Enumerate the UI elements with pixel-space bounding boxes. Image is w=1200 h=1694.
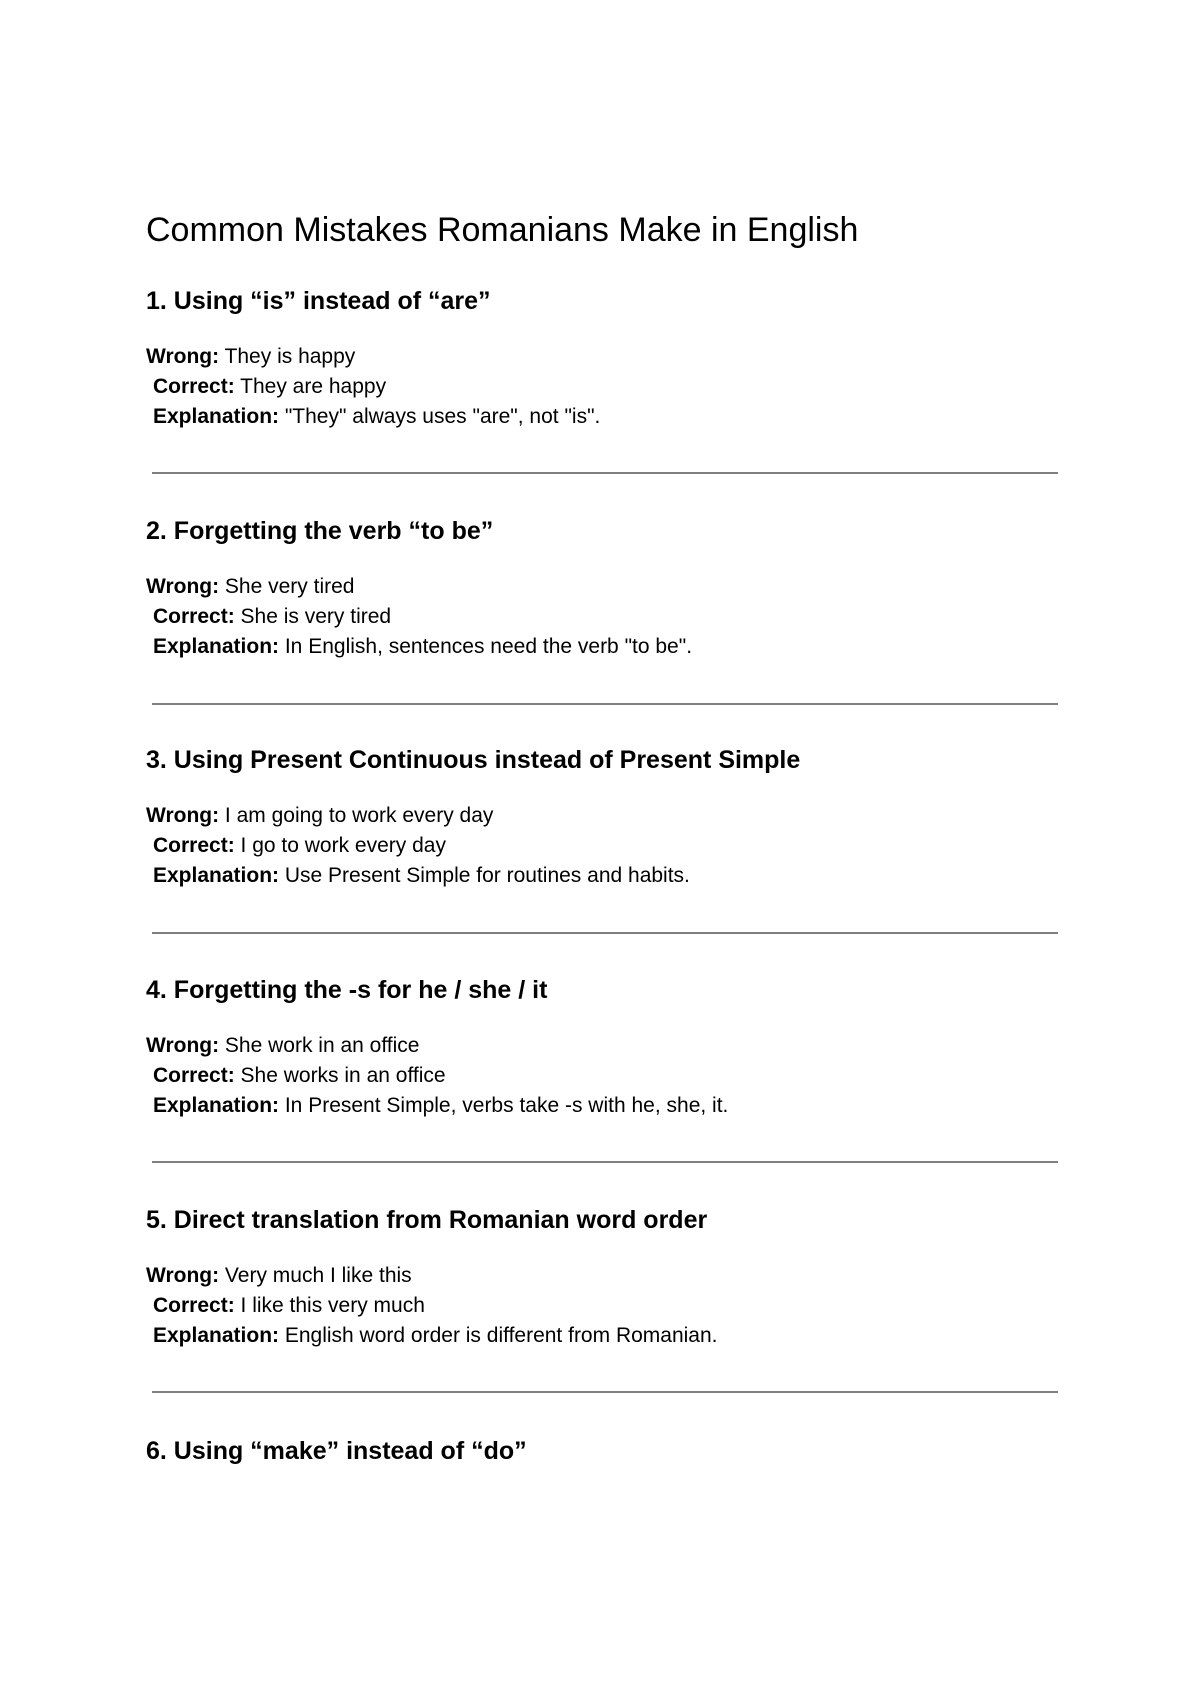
section-heading-4: 4. Forgetting the -s for he / she / it [146,976,548,1004]
document-title: Common Mistakes Romanians Make in English [146,211,859,249]
section-heading-3: 3. Using Present Continuous instead of Present Simple [146,746,801,774]
wrong-text: Very much I like this [219,1264,412,1287]
horizontal-rule [152,703,1058,705]
explanation-text: In English, sentences need the verb "to be". [279,635,693,658]
correct-text: She is very tired [234,605,392,628]
wrong-text: I am going to work every day [219,804,494,827]
correct-text: She works in an office [234,1064,446,1087]
correct-example-4 [153,1063,446,1089]
wrong-example-4 [146,1033,420,1059]
wrong-example-1 [146,344,355,370]
wrong-label: Wrong: [146,575,220,598]
wrong-text: They is happy [219,345,356,368]
explanation-5 [153,1323,718,1349]
correct-label: Correct: [153,605,235,628]
explanation-text: In Present Simple, verbs take -s with he, she, it. [279,1094,729,1117]
wrong-text: She work in an office [219,1034,420,1057]
explanation-label: Explanation: [153,635,280,658]
correct-label: Correct: [153,1064,235,1087]
section-heading-1: 1. Using “is” instead of “are” [146,287,491,315]
correct-text: I like this very much [234,1294,425,1317]
wrong-example-3 [146,803,493,829]
explanation-label: Explanation: [153,864,280,887]
correct-example-2 [153,604,391,630]
horizontal-rule [152,1391,1058,1393]
explanation-label: Explanation: [153,1094,280,1117]
section-heading-6: 6. Using “make” instead of “do” [146,1437,527,1465]
wrong-label: Wrong: [146,1264,220,1287]
horizontal-rule [152,472,1058,474]
correct-example-3 [153,833,446,859]
explanation-text: "They" always uses "are", not "is". [279,405,601,428]
correct-label: Correct: [153,834,235,857]
explanation-label: Explanation: [153,1324,280,1347]
explanation-1 [153,404,600,430]
explanation-4 [153,1093,728,1119]
wrong-example-2 [146,574,355,600]
correct-text: They are happy [234,375,387,398]
wrong-label: Wrong: [146,345,220,368]
wrong-label: Wrong: [146,1034,220,1057]
correct-example-5 [153,1293,425,1319]
wrong-example-5 [146,1263,412,1289]
section-heading-5: 5. Direct translation from Romanian word order [146,1206,708,1234]
wrong-label: Wrong: [146,804,220,827]
explanation-2 [153,634,692,660]
explanation-3 [153,863,690,889]
wrong-text: She very tired [219,575,355,598]
explanation-text: Use Present Simple for routines and habits. [279,864,690,887]
explanation-text: English word order is different from Romanian. [279,1324,718,1347]
correct-text: I go to work every day [234,834,446,857]
explanation-label: Explanation: [153,405,280,428]
correct-label: Correct: [153,375,235,398]
horizontal-rule [152,1161,1058,1163]
horizontal-rule [152,932,1058,934]
section-heading-2: 2. Forgetting the verb “to be” [146,517,494,545]
correct-example-1 [153,374,386,400]
correct-label: Correct: [153,1294,235,1317]
